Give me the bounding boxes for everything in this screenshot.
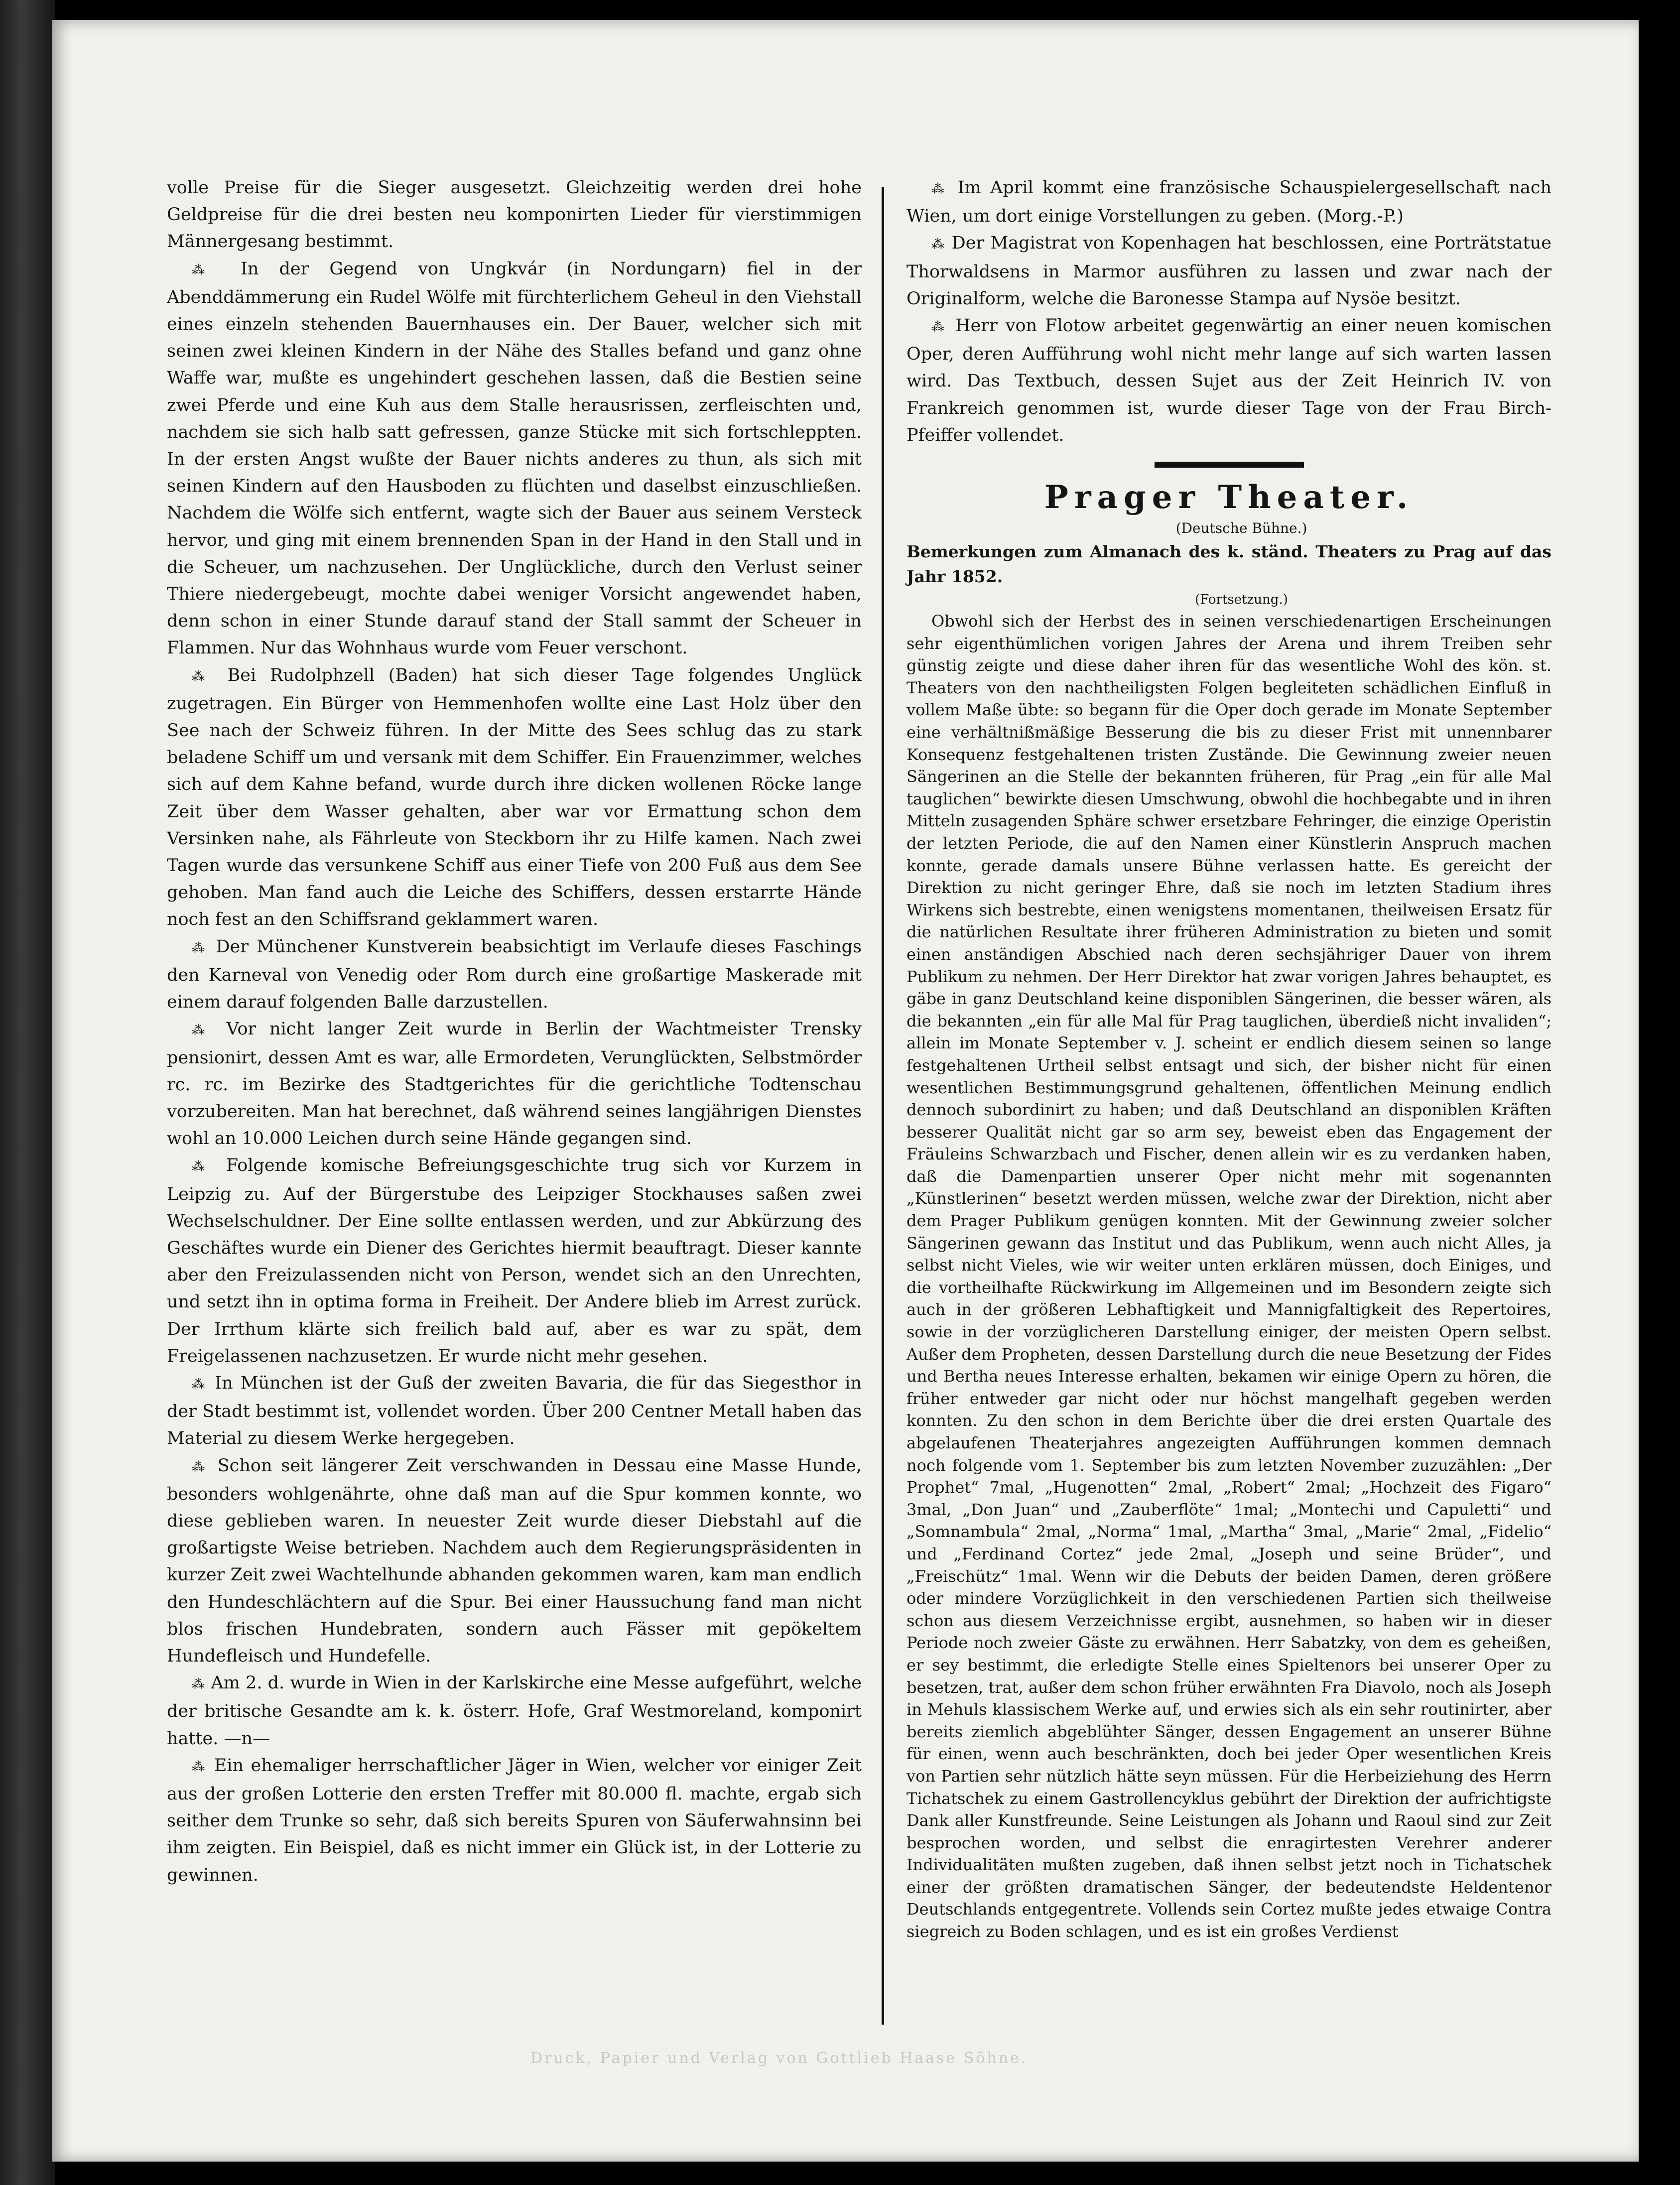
article-paragraph: ⁂ In der Gegend von Ungkvár (in Nordungarn) fiel in der Abenddämmerung ein Rudel Wölfe mit fürchterlichem Geheul in den Viehstall eines einzeln stehenden Bauernhauses ein. Der Bauer, welcher sich mit seinen zwei kleinen Kindern in der Nähe des Stalles befand und ganz ohne Waffe war, mußte es ungehindert geschehen lassen, daß die Bestien seine zwei Pferde und eine Kuh aus dem Stalle herausrissen, zerfleischten und, nachdem sie sich halb satt gefressen, ganze Stücke mit sich fortschleppten. In der ersten Angst wußte der Bauer nichts anderes zu thun, als sich mit seinen Kindern auf den Hausboden zu flüchten und daselbst einzuschließen. Nachdem die Wölfe sich entfernt, wagte sich der Bauer aus seinem Versteck hervor, und ging mit einem brennenden Span in der Hand in den Stall und in die Scheuer, um nachzusehen. Der Unglückliche, durch den Verlust seiner Thiere niedergebeugt, mochte dabei weniger Vorsicht angewendet haben, denn schon in einer Stunde darauf stand der Stall sammt der Scheuer in Flammen. Nur das Wohnhaus wurde vom Feuer verschont. [167,258,862,658]
continued-note: (Fortsetzung.) [1195,592,1288,608]
column-divider [882,187,884,2025]
asterism-icon: ⁂ [192,262,241,278]
asterism-icon: ⁂ [931,237,952,253]
review-paragraph: Obwohl sich der Herbst des in seinen verschiedenartigen Erscheinungen sehr eigenthümlichen vorigen Jahres der Arena und ihrem Treiben sehr günstig zeigte und diese daher ihren für das wesentliche Wohl des kön. st. Theaters von den nachtheiligsten Folgen begleiteten schädlichen Einfluß in vollem Maße übte: so begann für die Oper doch gerade im Monate September eine verhältnißmäßige Besserung die bis zu dieser Frist mit unnennbarer Konsequenz festgehaltenen tristen Zustände. Die Gewinnung zweier neuen Sängerinen an die Stelle der bekannten früheren, für Prag „ein für alle Mal tauglichen“ bewirkte diesen Umschwung, obwohl die hochbegabte und in ihren Mitteln zusagenden Sphäre schwer ersetzbare Fehringer, die einzige Operistin der letzten Periode, die auf den Namen einer Künstlerin Anspruch machen konnte, gerade damals unsere Bühne verlassen hatte. Es gereicht der Direktion zu nicht geringer Ehre, daß sie noch im letzten Stadium ihres Wirkens sich bestrebte, einen wenigstens momentanen, theilweisen Ersatz für die natürlichen Resultate ihrer früheren Administration zu bieten und somit einen anständigen Abschied nach deren sechsjähriger Dauer von ihrem Publikum zu nehmen. Der Herr Direktor hat zwar vorigen Jahres behauptet, es gäbe in ganz Deutschland keine disponiblen Sängerinen, die besser wären, als die bekannten „ein für alle Mal für Prag tauglichen, überdieß nicht invaliden“; allein im Monate September v. J. scheint er endlich diesem seinen so lange festgehaltenen Urtheil selbst entsagt und sich, der bisher nicht für einen wesentlichen Bestimmungsgrund gehaltenen, öffentlichen Meinung endlich dennoch subordinirt zu haben; und daß Deutschland an disponiblen Kräften besserer Qualität nicht gar so arm sey, beweist eben das Engagement der Fräuleins Schwarzbach und Fischer, denen allein wir es zu verdanken haben, daß die Damenpartien unserer Oper nicht mehr mit sogenannten „Künstlerinen“ besetzt werden müssen, welche zwar der Direktion, nicht aber dem Prager Publikum genügen konnten. Mit der Gewinnung zweier solcher Sängerinen gewann das Institut und das Publikum, wenn auch nicht Alles, ja selbst nicht Vieles, wie wir weiter unten erklären müssen, doch Einiges, und die vortheilhafte Rückwirkung im Allgemeinen und im Besondern zeigte sich auch in der größeren Lebhaftigkeit und Mannigfaltigkeit des Repertoires, sowie in der vorzüglicheren Darstellung einiger, der meisten Opern selbst. Außer dem Propheten, dessen Darstellung durch die neue Besetzung der Fides und Bertha neues Interesse erhalten, bekamen wir einige Opern zu hören, die früher entweder gar nicht oder nur höchst mangelhaft gegeben werden konnten. Zu den schon in dem Berichte über die drei ersten Quartale des abgelaufenen Theaterjahres angezeigten Aufführungen kommen demnach noch folgende vom 1. September bis zum letzten November zuzuzählen: „Der Prophet“ 7mal, „Hugenotten“ 2mal, „Robert“ 2mal; „Hochzeit des Figaro“ 3mal, „Don Juan“ und „Zauberflöte“ 1mal; „Montechi und Capuletti“ und „Somnambula“ 2mal, „Norma“ 1mal, „Martha“ 3mal, „Marie“ 2mal, „Fidelio“ und „Ferdinand Cortez“ jede 2mal, „Joseph und seine Brüder“, und „Freischütz“ 1mal. Wenn wir die Debuts der beiden Damen, deren größere oder mindere Vorzüglichkeit in den verschiedenen Partien sich theilweise schon aus diesem Verzeichnisse ergibt, ausnehmen, so haben wir in dieser Periode noch zweier Gäste zu erwähnen. Herr Sabatzky, von dem es geheißen, er sey bestimmt, die erledigte Stelle eines Spieltenors bei unserer Oper zu besetzen, trat, außer dem schon früher erwähnten Fra Diavolo, noch als Joseph in Mehuls klassischem Werke auf, und erwies sich als ein sehr routinirter, aber bereits ziemlich abgeblühter Sänger, dessen Engagement an unserer Bühne für einen, wenn auch beschränkten, doch bei jeder Oper wesentlichen Kreis von Partien sehr nützlich hätte seyn müssen. Für die Herbeiziehung des Herrn Tichatschek zu einem Gastrollencyklus gebührt der Direktion der aufrichtigste Dank aller Kunstfreunde. Seine Leistungen als Johann und Raoul sind zur Zeit besprochen worden, und selbst die enragirtesten Verehrer anderer Individualitäten mußten zugeben, daß ihnen selbst jetzt noch in Tichatschek einer der größten dramatischen Sänger, der bedeutendste Heldentenor Deutschlands entgegentrete. Vollends sein Cortez mußte jedes etwaige Contra siegreich zu Boden schlagen, und es ist ein großes Verdienst [906,612,1551,1941]
section-rule [1155,462,1304,468]
article-paragraph: ⁂ Am 2. d. wurde in Wien in der Karlskirche eine Messe aufgeführt, welche der britische Gesandte am k. k. österr. Hofe, Graf Westmoreland, komponirt hatte. —n— [167,1673,862,1749]
right-column [906,174,1551,1943]
asterism-icon: ⁂ [192,669,228,684]
article-paragraph: ⁂ Bei Rudolphzell (Baden) hat sich dieser Tage folgendes Unglück zugetragen. Ein Bürger von Hemmenhofen wollte eine Last Holz über den See nach der Schweiz führen. In der Mitte des Sees schlug das zu stark beladene Schiff um und versank mit dem Schiffer. Ein Frauenzimmer, welches sich auf dem Kahne befand, wurde durch ihre dicken wollenen Röcke lange Zeit über dem Wasser gehalten, aber war vor Ermattung schon dem Versinken nahe, als Fährleute von Steckborn ihr zu Hilfe kamen. Nach zwei Tagen wurde das versunkene Schiff aus einer Tiefe von 200 Fuß aus dem See gehoben. Man fand auch die Leiche des Schiffers, dessen erstarrte Hände noch fest an den Schiffsrand geklammert waren. [167,665,862,930]
news-note: ⁂ Im April kommt eine französische Schauspielergesellschaft nach Wien, um dort einige Vorstellungen zu geben. (Morg.-P.) [906,178,1551,227]
article-paragraph: ⁂ Schon seit längerer Zeit verschwanden in Dessau eine Masse Hunde, besonders wohlgenährte, ohne daß man auf die Spur kommen konnte, wo diese geblieben waren. In neuester Zeit wurde dieser Diebstahl auf die großartigste Weise betrieben. Nachdem auch dem Regierungspräsidenten in kurzer Zeit zwei Wachtelhunde abhanden gekommen waren, kam man endlich den Hundeschlächtern auf die Spur. Bei einer Haussuchung fand man nicht blos frischen Hundebraten, sondern auch Fässer mit gepökeltem Hundefleisch und Hundefelle. [167,1455,862,1666]
article-paragraph: ⁂ Vor nicht langer Zeit wurde in Berlin der Wachtmeister Trensky pensionirt, dessen Amt es war, alle Ermordeten, Verunglückten, Selbstmörder rc. rc. im Bezirke des Stadtgerichtes für die gerichtliche Todtenschau vorzubereiten. Man hat berechnet, daß während seines langjährigen Dienstes wohl an 10.000 Leichen durch seine Hände gegangen sind. [167,1019,862,1149]
book-binding-edge [0,0,55,2185]
theatre-review [906,610,1551,1943]
asterism-icon: ⁂ [192,1023,227,1038]
article-paragraph: ⁂ In München ist der Guß der zweiten Bavaria, die für das Siegesthor in der Stadt bestimmt ist, vollendet worden. Über 200 Centner Metall haben das Material zu diesem Werke hergegeben. [167,1373,862,1449]
article-paragraph: ⁂ Ein ehemaliger herrschaftlicher Jäger in Wien, welcher vor einiger Zeit aus der großen Lotterie den ersten Treffer mit 80.000 fl. machte, ergab sich seither dem Trunke so sehr, daß sich bereits Spuren von Säuferwahnsinn bei ihm zeigten. Ein Beispiel, daß es nicht immer ein Glück ist, in der Lotterie zu gewinnen. [167,1755,862,1885]
section-title: Prager Theater. [1044,479,1414,516]
section-subtitle: (Deutsche Bühne.) [1175,520,1307,537]
asterism-icon: ⁂ [192,940,216,956]
left-column [167,174,862,1889]
asterism-icon: ⁂ [192,1159,226,1175]
asterism-icon: ⁂ [192,1459,218,1475]
article-paragraph: volle Preise für die Sieger ausgesetzt. Gleichzeitig werden drei hohe Geldpreise für die drei besten neu komponirten Lieder für vierstimmigen Männergesang bestimmt. [167,178,862,252]
asterism-icon: ⁂ [192,1677,211,1692]
asterism-icon: ⁂ [192,1377,215,1392]
article-paragraph: ⁂ Folgende komische Befreiungsgeschichte trug sich vor Kurzem in Leipzig zu. Auf der Bürgerstube des Leipziger Stockhauses saßen zwei Wechselschuldner. Der Eine sollte entlassen werden, und zur Abkürzung des Geschäftes wurde ein Diener des Gerichtes hiermit beauftragt. Dieser kannte aber den Freizulassenden nicht von Person, wendet sich an den Unrechten, und setzt ihn in optima forma in Freiheit. Der Andere blieb im Arrest zurück. Der Irrthum klärte sich freilich bald auf, aber es war zu spät, dem Freigelassenen nachzusetzen. Er wurde nicht mehr gesehen. [167,1156,862,1366]
printer-imprint-bleedthrough: Druck, Papier und Verlag von Gottlieb Haase Söhne. [530,2050,1028,2067]
news-note: ⁂ Herr von Flotow arbeitet gegenwärtig an einer neuen komischen Oper, deren Aufführung wohl nicht mehr lange auf sich warten lassen wird. Das Textbuch, dessen Sujet aus der Zeit Heinrich IV. von Frankreich genommen ist, wurde dieser Tage von der Frau Birch-Pfeiffer vollendet. [906,316,1552,445]
asterism-icon: ⁂ [192,1759,214,1775]
newspaper-page [52,20,1639,2162]
asterism-icon: ⁂ [931,182,958,197]
news-note: ⁂ Der Magistrat von Kopenhagen hat beschlossen, eine Porträtstatue Thorwaldsens in Marmor ausführen zu lassen und zwar nach der Originalform, welche die Baronesse Stampa auf Nysöe besitzt. [906,233,1551,309]
article-heading: Bemerkungen zum Almanach des k. ständ. Theaters zu Prag auf das Jahr 1852. [906,542,1551,587]
asterism-icon: ⁂ [931,320,956,335]
article-paragraph: ⁂ Der Münchener Kunstverein beabsichtigt im Verlaufe dieses Faschings den Karneval von Venedig oder Rom durch eine großartige Maskerade mit einem darauf folgenden Balle darzustellen. [167,936,862,1013]
